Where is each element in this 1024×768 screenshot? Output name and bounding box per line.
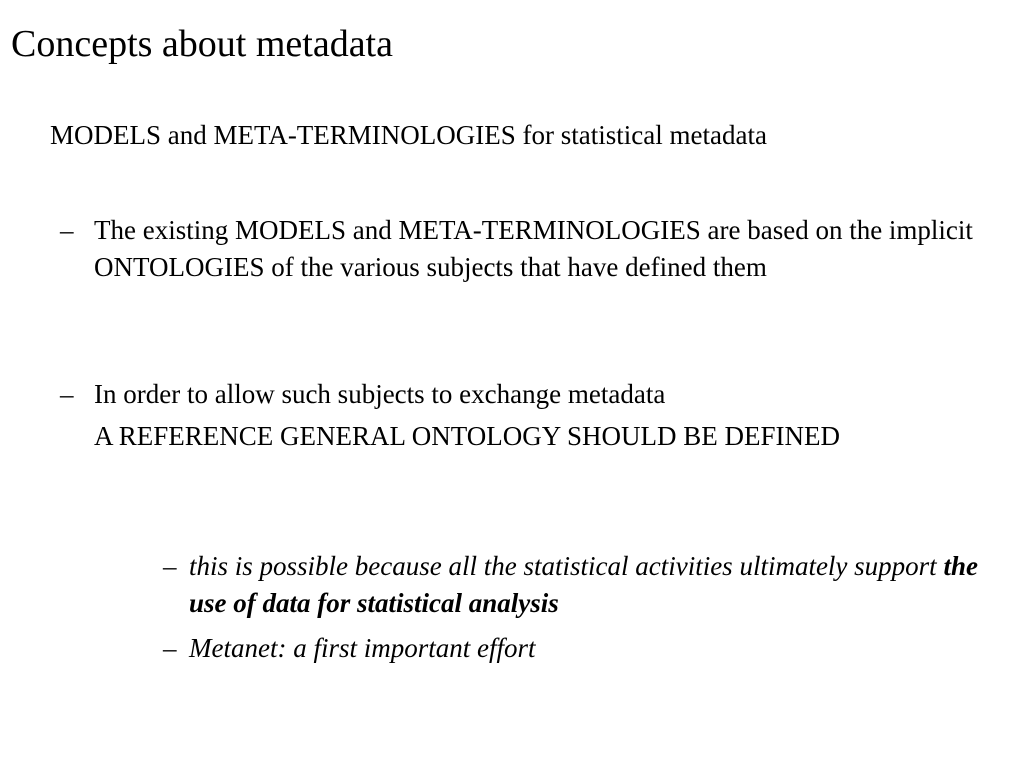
sub-bullet-text-bold: the use of data for statistical analysis: [189, 551, 978, 618]
slide-subtitle: MODELS and META-TERMINOLOGIES for statistical metadata: [50, 120, 767, 150]
sub-bullet-dash: –: [163, 633, 177, 663]
sub-bullet-text-prefix: this is possible because all the statistical activities ultimately support: [189, 551, 944, 581]
sub-bullet-text: Metanet: a first important effort: [189, 633, 536, 663]
bullet-line-emphasis: A REFERENCE GENERAL ONTOLOGY SHOULD BE DEFINED: [94, 421, 840, 451]
bullet-dash: –: [60, 215, 74, 245]
slide-title: Concepts about metadata: [11, 23, 393, 65]
bullet-text: [94, 376, 974, 455]
bullet-text: The existing MODELS and META-TERMINOLOGIES are based on the implicit ONTOLOGIES of the various subjects that have defined them: [94, 215, 973, 282]
sub-bullet-text: [189, 548, 1003, 622]
bullet-dash: –: [60, 379, 74, 409]
bullet-line: In order to allow such subjects to exchange metadata: [94, 379, 666, 409]
sub-bullet-dash: –: [163, 551, 177, 581]
